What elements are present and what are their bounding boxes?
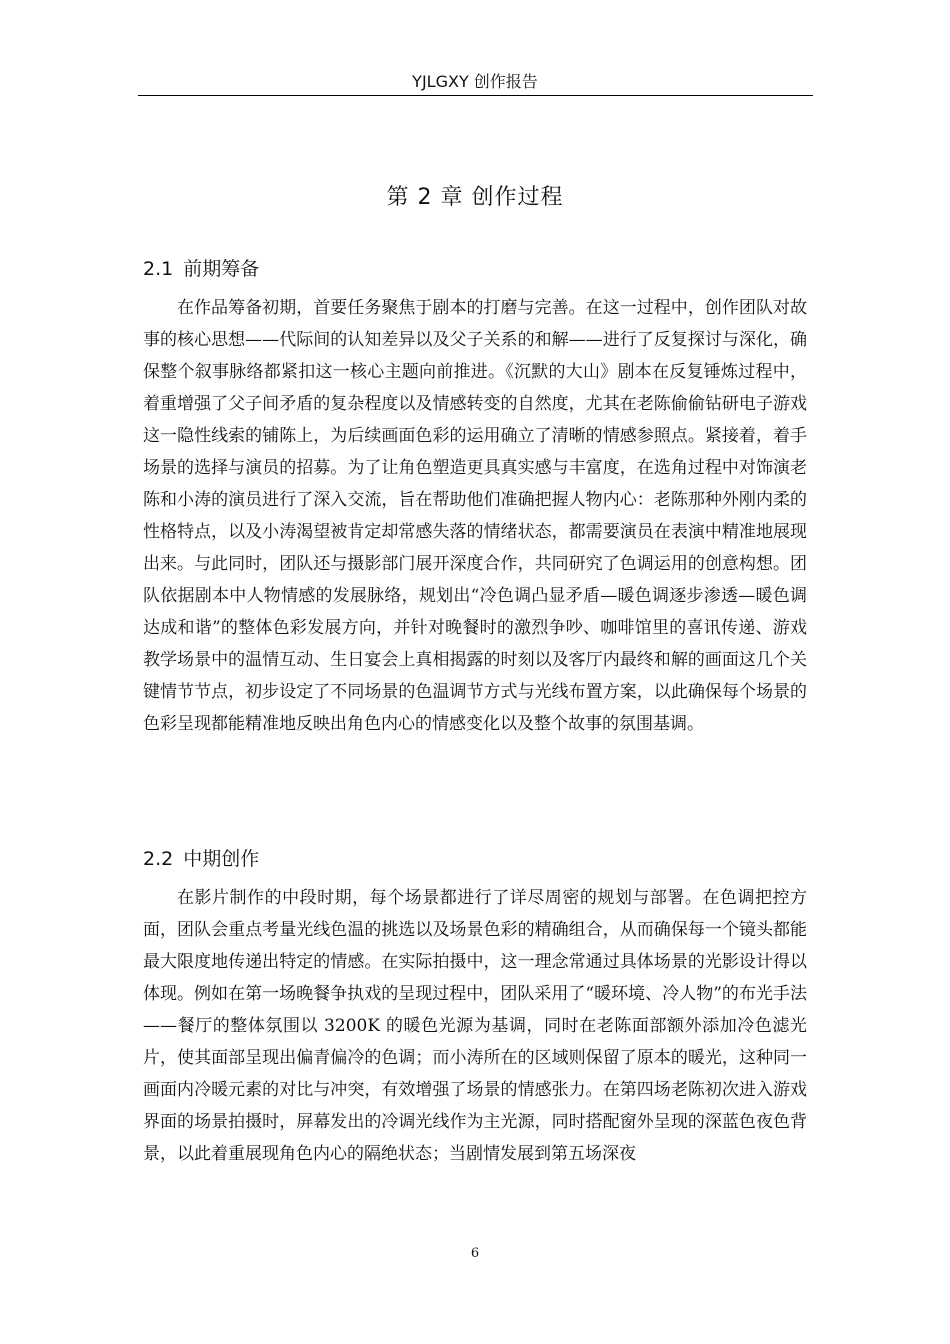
section-number: 2.1 — [143, 258, 174, 280]
section-paragraph: 在影片制作的中段时期，每个场景都进行了详尽周密的规划与部署。在色调把控方面，团队会重点考量光线色温的挑选以及场景色彩的精确组合，从而确保每一个镜头都能最大限度地传递出特定的情感。在实际拍摄中，这一理念常通过具体场景的光影设计得以体现。例如在第一场晚餐争执戏的呈现过程中，团队采用了“暖环境、冷人物”的布光手法——餐厅的整体氛围以 3200K 的暖色光源为基调，同时在老陈面部额外添加冷色滤光片，使其面部呈现出偏青偏冷的色调；而小涛所在的区域则保留了原本的暖光，这种同一画面内冷暖元素的对比与冲突，有效增强了场景的情感张力。在第四场老陈初次进入游戏界面的场景拍摄时，屏幕发出的冷调光线作为主光源，同时搭配窗外呈现的深蓝色夜色背景，以此着重展现角色内心的隔绝状态；当剧情发展到第五场深夜 — [143, 888, 807, 1164]
section-heading-2-1 — [143, 255, 259, 283]
page-number: 6 — [470, 1246, 480, 1261]
section-paragraph: 在作品筹备初期，首要任务聚焦于剧本的打磨与完善。在这一过程中，创作团队对故事的核心思想——代际间的认知差异以及父子关系的和解——进行了反复探讨与深化，确保整个叙事脉络都紧扣这一核心主题向前推进。《沉默的大山》剧本在反复锤炼过程中，着重增强了父子间矛盾的复杂程度以及情感转变的自然度，尤其在老陈偷偷钻研电子游戏这一隐性线索的铺陈上，为后续画面色彩的运用确立了清晰的情感参照点。紧接着，着手场景的选择与演员的招募。为了让角色塑造更具真实感与丰富度，在选角过程中对饰演老陈和小涛的演员进行了深入交流，旨在帮助他们准确把握人物内心：老陈那种外刚内柔的性格特点，以及小涛渴望被肯定却常感失落的情绪状态，都需要演员在表演中精准地展现出来。与此同时，团队还与摄影部门展开深度合作，共同研究了色调运用的创意构想。团队依据剧本中人物情感的发展脉络，规划出“冷色调凸显矛盾—暖色调逐步渗透—暖色调达成和谐”的整体色彩发展方向，并针对晚餐时的激烈争吵、咖啡馆里的喜讯传递、游戏教学场景中的温情互动、生日宴会上真相揭露的时刻以及客厅内最终和解的画面这几个关键情节节点，初步设定了不同场景的色温调节方式与光线布置方案，以此确保每个场景的色彩呈现都能精准地反映出角色内心的情感变化以及整个故事的氛围基调。 — [143, 298, 807, 734]
section-title: 中期创作 — [183, 848, 260, 870]
chapter-title: 第 2 章 创作过程 — [386, 185, 564, 210]
header-rule — [138, 95, 813, 96]
section-title: 前期筹备 — [183, 258, 260, 280]
running-header: YJLGXY 创作报告 — [412, 72, 538, 91]
section-heading-2-2 — [143, 845, 259, 873]
section-number: 2.2 — [143, 848, 174, 870]
